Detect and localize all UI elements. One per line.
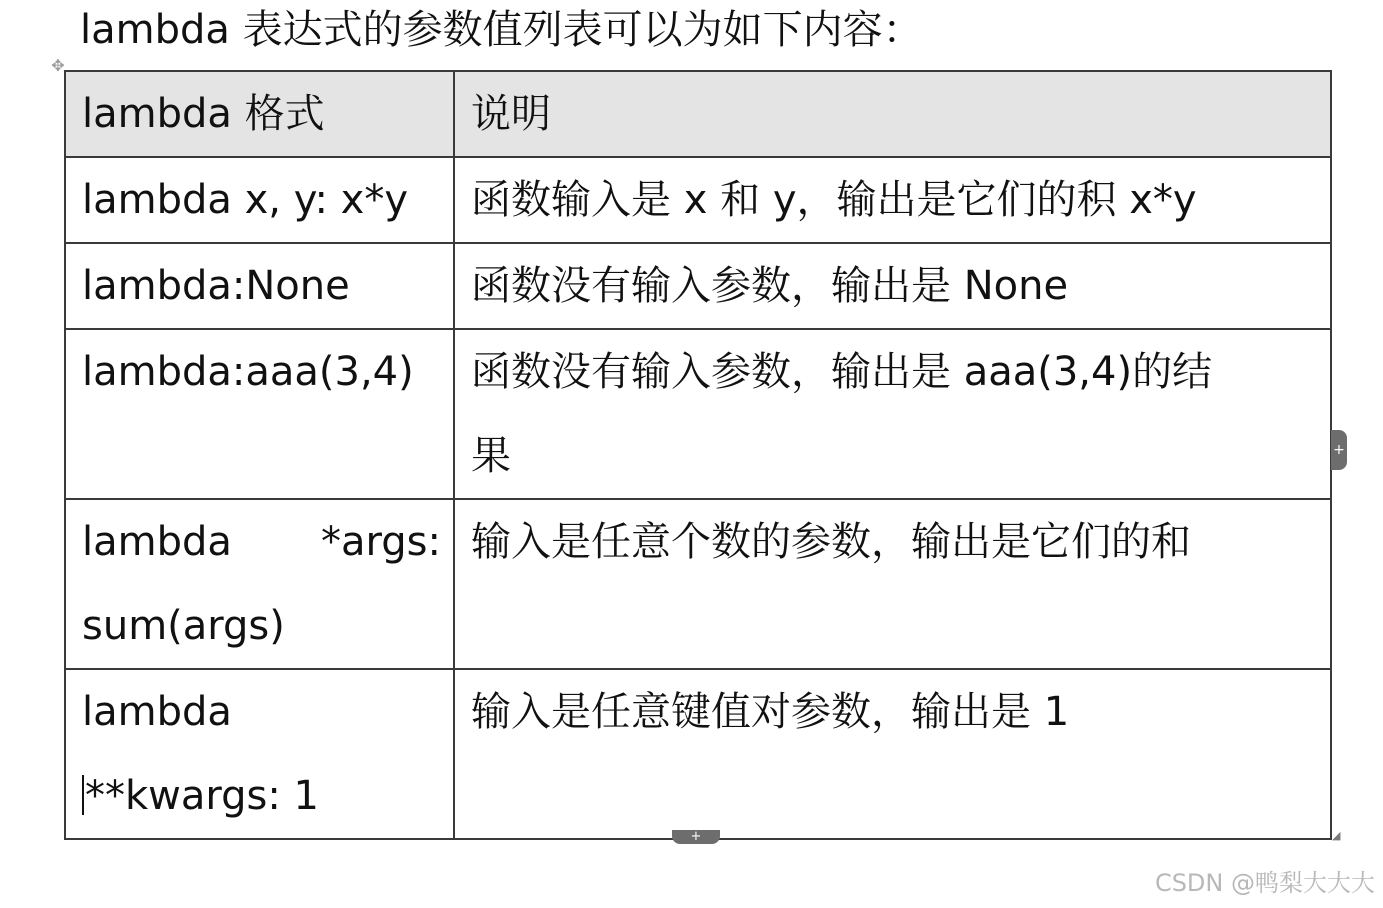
plus-icon[interactable]: + (1331, 430, 1347, 470)
format-cell (65, 157, 454, 243)
text-cursor (82, 775, 84, 815)
format-kwargs: **kwargs: 1 (85, 773, 320, 819)
description-cell (454, 329, 1331, 499)
lambda-params-table (64, 70, 1332, 840)
header-description: 说明 (454, 71, 1331, 157)
description-line: 函数没有输入参数，输出是 None (471, 263, 1069, 309)
format-args: *args: (321, 519, 441, 565)
table-row (65, 157, 1331, 243)
description-line: 输入是任意键值对参数，输出是 1 (471, 689, 1070, 735)
table-row (65, 499, 1331, 669)
format-keyword: lambda (82, 519, 232, 565)
description-cell (454, 499, 1331, 669)
format-cell[interactable] (65, 669, 454, 839)
format-line (82, 754, 441, 838)
description-cell (454, 669, 1331, 839)
description-line: 函数输入是 x 和 y，输出是它们的积 x*y (471, 177, 1197, 223)
format-line (82, 500, 441, 584)
watermark: CSDN @鸭梨大大大 (1154, 869, 1375, 897)
heading: lambda 表达式的参数值列表可以为如下内容： (80, 7, 923, 53)
resize-corner-icon[interactable]: ◢ (1332, 829, 1341, 842)
format-cell (65, 329, 454, 499)
table-row (65, 329, 1331, 499)
format-cell (65, 243, 454, 329)
format-line: sum(args) (82, 603, 285, 649)
description-line: 函数没有输入参数，输出是 aaa(3,4)的结 (471, 349, 1213, 395)
description-cell (454, 157, 1331, 243)
table-row (65, 243, 1331, 329)
table-row (65, 669, 1331, 839)
table-move-icon[interactable]: ✥ (51, 56, 65, 75)
format-line: lambda:None (82, 263, 350, 309)
description-cell (454, 243, 1331, 329)
format-line: lambda x, y: x*y (82, 177, 408, 223)
description-line: 果 (471, 433, 511, 479)
format-line: lambda:aaa(3,4) (82, 349, 414, 395)
plus-icon[interactable]: + (672, 830, 720, 844)
format-line: lambda (82, 689, 232, 735)
description-line: 输入是任意个数的参数，输出是它们的和 (471, 519, 1191, 565)
format-cell (65, 499, 454, 669)
header-format: lambda 格式 (65, 71, 454, 157)
table-header-row (65, 71, 1331, 157)
